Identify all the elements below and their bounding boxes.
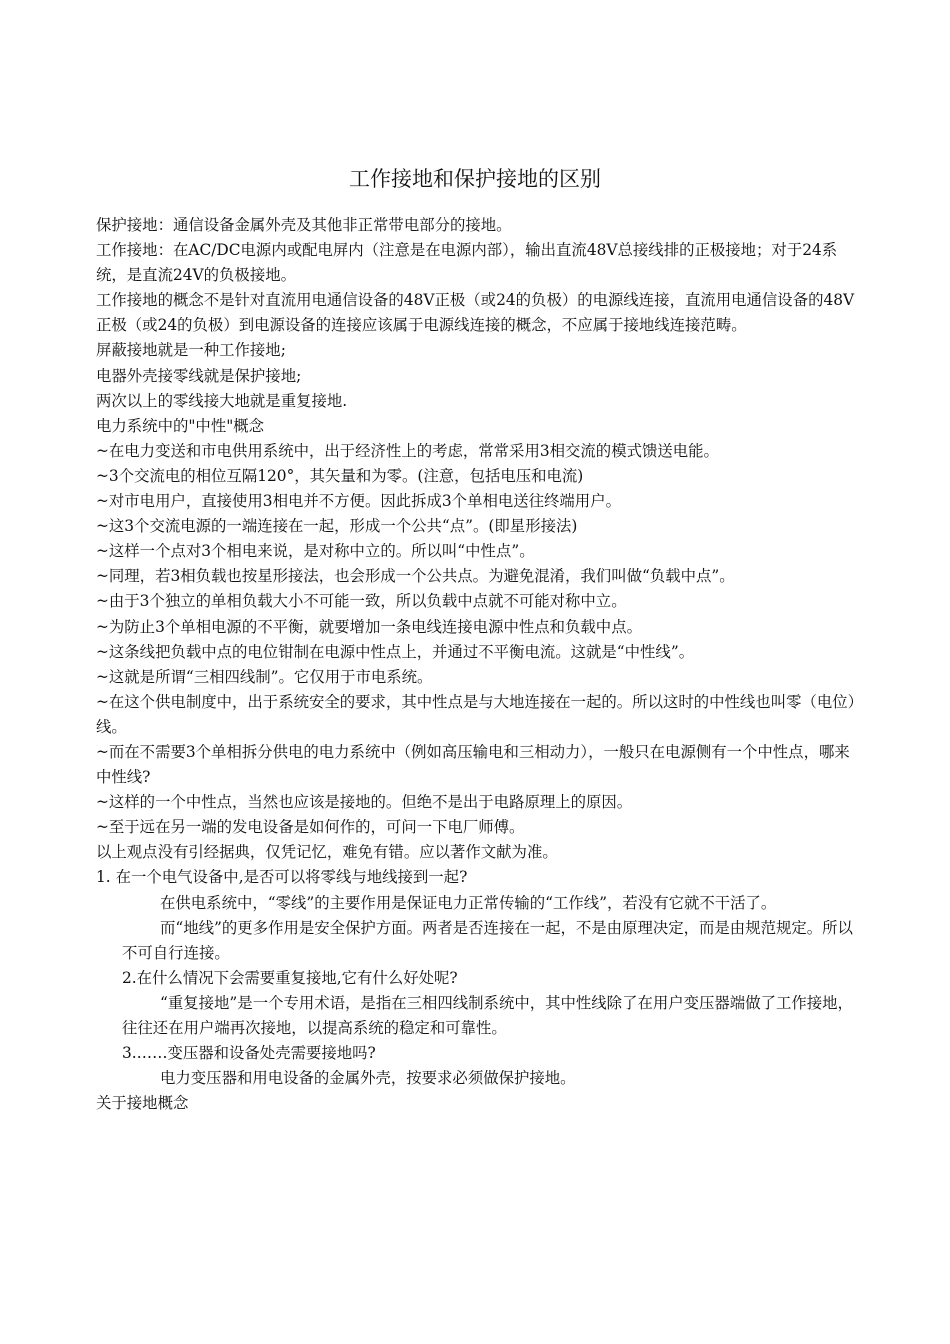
question-1: 1. 在一个电气设备中,是否可以将零线与地线接到一起? bbox=[96, 868, 468, 887]
paragraph-item: ~由于3个独立的单相负载大小不可能一致，所以负载中点就不可能对称中立。 bbox=[96, 592, 627, 611]
paragraph-item: ~这条线把负载中点的电位钳制在电源中性点上，并通过不平衡电流。这就是“中性线”。 bbox=[96, 642, 695, 661]
paragraph-item: ~在电力变送和市电供用系统中，出于经济性上的考虑，常常采用3相交流的模式馈送电能。 bbox=[96, 441, 719, 460]
answer-1a: 在供电系统中，“零线”的主要作用是保证电力正常传输的“工作线”，若没有它就不干活了。 bbox=[160, 893, 777, 912]
paragraph-working-grounding-concept: 工作接地的概念不是针对直流用电通信设备的48V正极（或24的负极）的电源线连接，直流用电通信设备的48V正极（或24的负极）到电源设备的连接应该属于电源线连接的概念，不应属于接地线连接范畴。 bbox=[96, 291, 855, 335]
paragraph-item: ~在这个供电制度中，出于系统安全的要求，其中性点是与大地连接在一起的。所以这时的中性线也叫零（电位）线。 bbox=[96, 692, 856, 736]
closing-heading: 关于接地概念 bbox=[96, 1094, 189, 1113]
paragraph-item: ~而在不需要3个单相拆分供电的电力系统中（例如高压输电和三相动力），一般只在电源侧有一个中性点，哪来中性线? bbox=[96, 742, 850, 787]
paragraph-item: ~这样一个点对3个相电来说，是对称中立的。所以叫“中性点”。 bbox=[96, 542, 535, 561]
question-2: 2.在什么情况下会需要重复接地,它有什么好处呢? bbox=[122, 968, 458, 987]
paragraph-disclaimer: 以上观点没有引经据典，仅凭记忆，难免有错。应以著作文献为准。 bbox=[96, 843, 558, 862]
paragraph-item: ~3个交流电的相位互隔120°，其矢量和为零。(注意，包括电压和电流) bbox=[96, 466, 584, 485]
answer-2: “重复接地”是一个专用术语，是指在三相四线制系统中，其中性线除了在用户变压器端做了工作接地，往往还在用户端再次接地，以提高系统的稳定和可靠性。 bbox=[122, 993, 853, 1037]
paragraph-item: ~对市电用户，直接使用3相电并不方便。因此拆成3个单相电送往终端用户。 bbox=[96, 492, 621, 511]
paragraph-shield-grounding: 屏蔽接地就是一种工作接地; bbox=[96, 341, 286, 360]
paragraph-item: ~这就是所谓“三相四线制”。它仅用于市电系统。 bbox=[96, 667, 433, 686]
paragraph-protective-grounding: 保护接地：通信设备金属外壳及其他非正常带电部分的接地。 bbox=[96, 216, 512, 234]
paragraph-working-grounding: 工作接地：在AC/DC电源内或配电屏内（注意是在电源内部），输出直流48V总接线排的正极接地；对于24系统，是直流24V的负极接地。 bbox=[96, 241, 838, 285]
paragraph-item: ~这3个交流电源的一端连接在一起，形成一个公共“点”。(即星形接法) bbox=[96, 517, 578, 536]
answer-3: 电力变压器和用电设备的金属外壳，按要求必须做保护接地。 bbox=[160, 1069, 576, 1088]
paragraph-item: ~至于远在另一端的发电设备是如何作的，可问一下电厂师傅。 bbox=[96, 818, 525, 837]
section-heading-neutral: 电力系统中的"中性"概念 bbox=[96, 416, 265, 435]
document-body bbox=[96, 213, 856, 1116]
paragraph-repeat-grounding: 两次以上的零线接大地就是重复接地. bbox=[96, 391, 348, 410]
answer-1b: 而“地线”的更多作用是安全保护方面。两者是否连接在一起，不是由原理决定，而是由规范规定。所以不可自行连接。 bbox=[122, 918, 853, 962]
question-3: 3.……变压器和设备处壳需要接地吗? bbox=[122, 1044, 376, 1063]
paragraph-item: ~同理，若3相负载也按星形接法，也会形成一个公共点。为避免混淆，我们叫做“负载中点”。 bbox=[96, 567, 735, 586]
paragraph-housing-neutral: 电器外壳接零线就是保护接地; bbox=[96, 366, 302, 385]
paragraph-item: ~这样的一个中性点，当然也应该是接地的。但绝不是出于电路原理上的原因。 bbox=[96, 793, 633, 812]
document-title: 工作接地和保护接地的区别 bbox=[349, 167, 601, 191]
paragraph-item: ~为防止3个单相电源的不平衡，就要增加一条电线连接电源中性点和负载中点。 bbox=[96, 617, 642, 636]
